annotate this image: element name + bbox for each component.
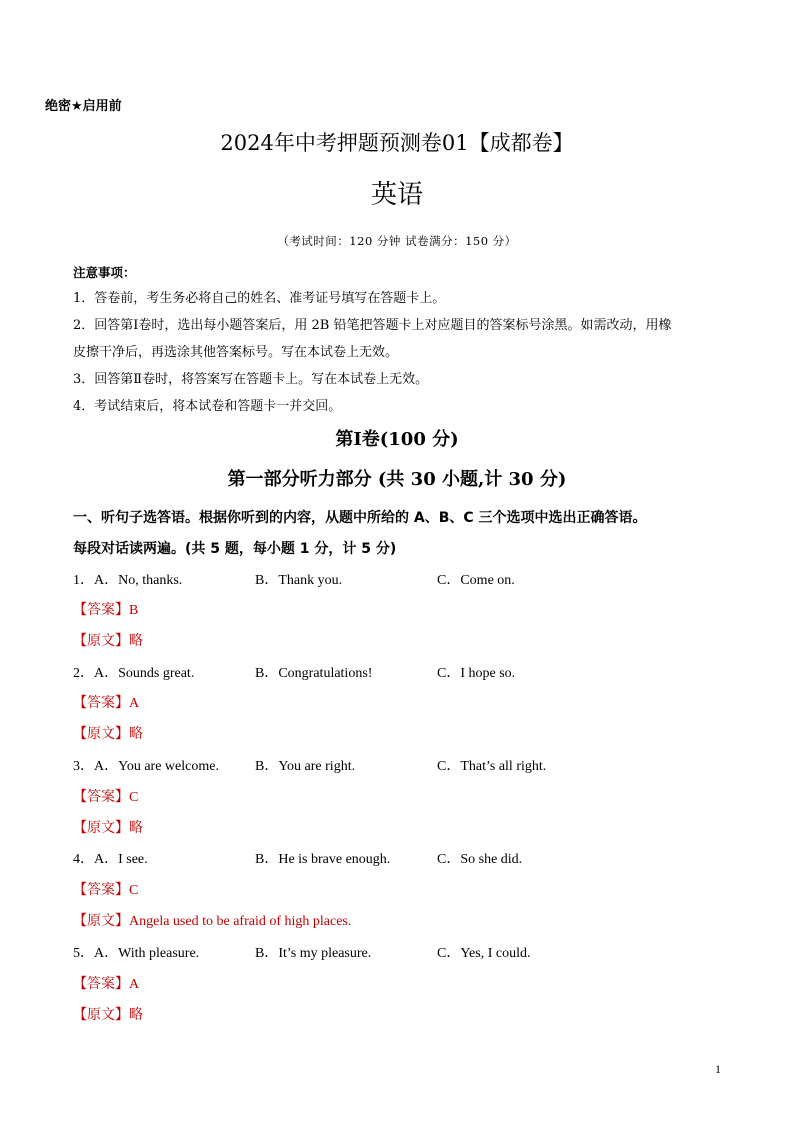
question-5-answer: 【答案】A — [73, 977, 140, 992]
question-5-option-a: 5．A．With pleasure. — [73, 946, 200, 961]
notice-line: 3．回答第Ⅱ卷时，将答案写在答题卡上。写在本试卷上无效。 — [73, 372, 429, 387]
question-4-option-a: 4．A．I see. — [73, 852, 148, 867]
question-1-answer: 【答案】B — [73, 603, 139, 618]
question-5-option-b: B．It’s my pleasure. — [255, 946, 372, 961]
exam-title: 2024年中考押题预测卷01【成都卷】 — [220, 131, 574, 155]
volume-title: 第Ⅰ卷(100 分) — [335, 429, 459, 450]
question-2-option-c: C．I hope so. — [437, 666, 516, 681]
notice-line: 1．答卷前，考生务必将自己的姓名、准考证号填写在答题卡上。 — [73, 291, 446, 306]
question-1-option-c: C．Come on. — [437, 573, 515, 588]
question-4-answer: 【答案】C — [73, 883, 139, 898]
question-4-option-b: B．He is brave enough. — [255, 852, 391, 867]
question-5-option-c: C．Yes, I could. — [437, 946, 531, 961]
part-title: 第一部分听力部分 (共 30 小题,计 30 分) — [227, 469, 567, 490]
question-2-answer: 【答案】A — [73, 696, 140, 711]
question-1-original: 【原文】略 — [73, 634, 143, 649]
question-4-option-c: C．So she did. — [437, 852, 523, 867]
notice-line: 2．回答第Ⅰ卷时，选出每小题答案后，用 2B 铅笔把答题卡上对应题目的答案标号涂黑。如需改动，用橡 — [73, 318, 672, 333]
question-4-original: 【原文】Angela used to be afraid of high places. — [73, 914, 352, 929]
question-3-option-a: 3．A．You are welcome. — [73, 759, 219, 774]
question-1-option-b: B．Thank you. — [255, 573, 343, 588]
question-2-option-a: 2．A．Sounds great. — [73, 666, 195, 681]
question-3-option-c: C．That’s all right. — [437, 759, 547, 774]
question-2-option-b: B．Congratulations! — [255, 666, 373, 681]
question-3-answer: 【答案】C — [73, 790, 139, 805]
confidential-label: 绝密★启用前 — [45, 99, 122, 114]
question-3-original: 【原文】略 — [73, 821, 143, 836]
notice-title: 注意事项： — [73, 265, 136, 280]
section-instruction: 一、听句子选答语。根据你听到的内容，从题中所给的 A、B、C 三个选项中选出正确答语。 — [73, 510, 647, 526]
notice-line: 4．考试结束后，将本试卷和答题卡一并交回。 — [73, 399, 342, 414]
question-5-original: 【原文】略 — [73, 1008, 143, 1023]
question-1-option-a: 1．A．No, thanks. — [73, 573, 183, 588]
section-instruction: 每段对话读两遍。(共 5 题，每小题 1 分，计 5 分) — [73, 541, 397, 557]
question-3-option-b: B．You are right. — [255, 759, 356, 774]
question-2-original: 【原文】略 — [73, 727, 143, 742]
page-number: 1 — [715, 1062, 721, 1076]
subject-title: 英语 — [370, 180, 423, 210]
exam-info: （考试时间：120 分钟 试卷满分：150 分） — [277, 234, 517, 248]
notice-line: 皮擦干净后，再选涂其他答案标号。写在本试卷上无效。 — [73, 345, 399, 360]
